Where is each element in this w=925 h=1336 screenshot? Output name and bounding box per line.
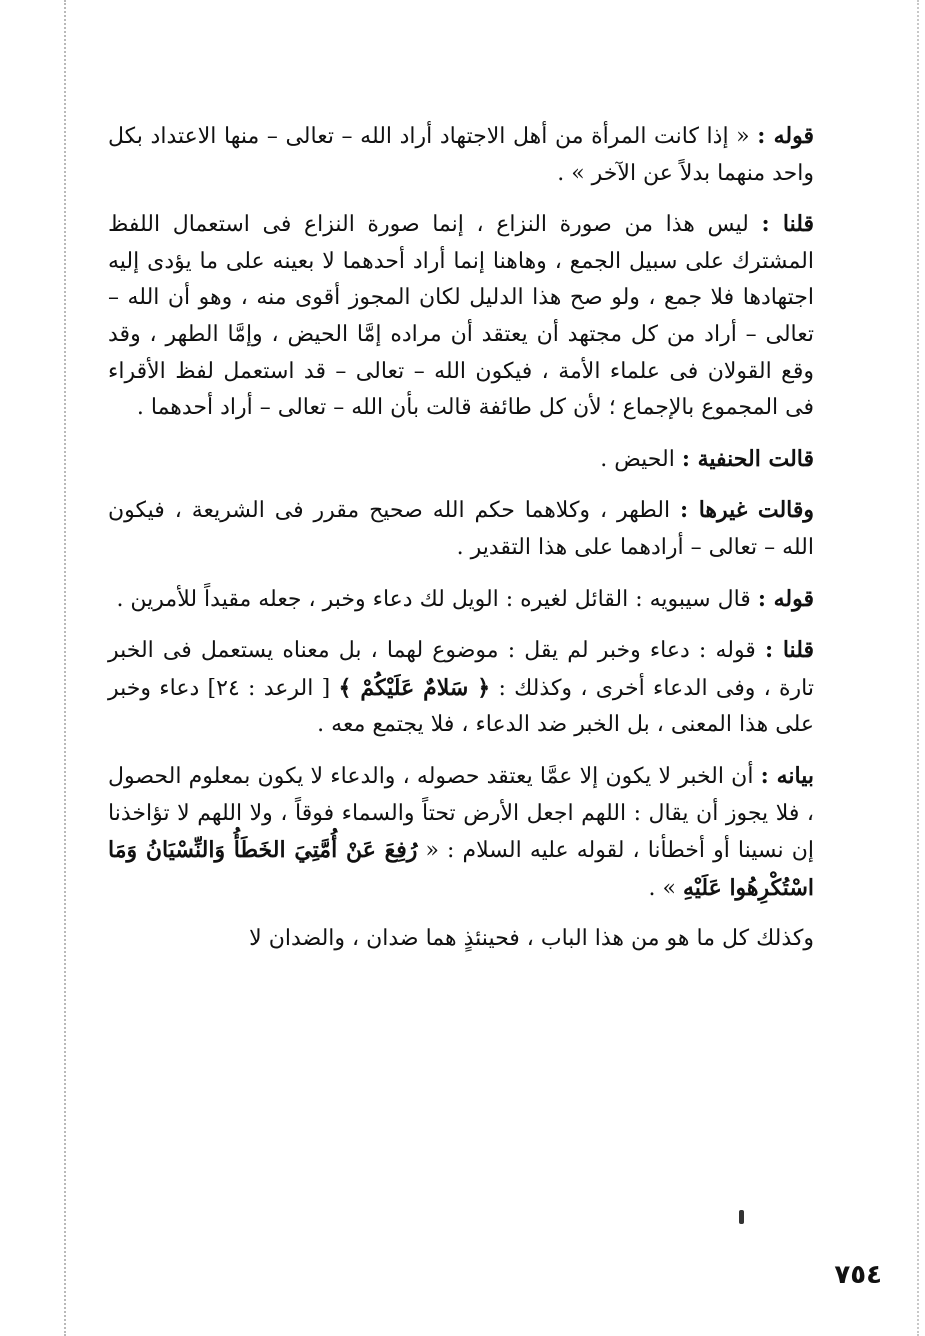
paragraph-1 bbox=[108, 118, 814, 192]
paragraph-text: الطهر ، وكلاهما حكم الله صحيح مقرر فى الشريعة ، فيكون الله – تعالى – أرادهما على هذا التقدير . bbox=[108, 498, 814, 560]
paragraph-3 bbox=[108, 441, 814, 479]
page-body bbox=[108, 118, 814, 972]
paragraph-text: ليس هذا من صورة النزاع ، إنما صورة النزاع فى استعمال اللفظ المشترك على سبيل الجمع ، وهاهنا إنما أراد أحدهما لا بعينه على ما يؤدى إليه اجتهادها فلا جمع ، ولو صح هذا الدليل لكان المجوز أقوى منه ، وهو أن الله – تعالى – أراد من كل مجتهد أن يعتقد أن مراده إمَّا الحيض ، وإمَّا الطهر ، وقد وقع القولان فى علماء الأمة ، فيكون الله – تعالى – قد استعمل لفظ الأقراء فى المجموع بالإجماع ؛ لأن كل طائفة قالت بأن الله – تعالى – أراد أحدهما . bbox=[108, 212, 814, 421]
ink-speck bbox=[739, 1210, 744, 1224]
paragraph-lead: قوله : bbox=[757, 123, 814, 149]
paragraph-lead: بيانه : bbox=[760, 762, 814, 789]
paragraph-text: » . bbox=[648, 875, 676, 901]
paragraph-lead: قلنا : bbox=[761, 211, 815, 238]
paragraph-text: [ الرعد : ٢٤] دعاء وخبر على هذا المعنى ، بل الخبر ضد الدعاء ، فلا يجتمع معه . bbox=[108, 675, 814, 738]
paragraph-lead: قالت الحنفية : bbox=[681, 445, 814, 472]
paragraph-lead: وقالت غيرها : bbox=[680, 497, 814, 524]
page-number: ٧٥٤ bbox=[834, 1260, 882, 1290]
paragraph-text: « إذا كانت المرأة من أهل الاجتهاد أراد الله – تعالى – منها الاعتداد بكل واحد منهما بدلاً عن الآخر » . bbox=[108, 124, 814, 186]
hadith-quote: رُفِعَ عَنْ أُمَّتِيَ الخَطَأُ وَالنِّسْيَانُ وَمَا اسْتُكْرِهُوا عَلَيْهِ bbox=[108, 837, 814, 901]
paragraph-6 bbox=[108, 632, 814, 744]
paragraph-text: أن الخبر لا يكون إلا عمَّا يعتقد حصوله ، والدعاء لا يكون بمعلوم الحصول ، فلا يجوز أن يقال : اللهم اجعل الأرض تحتاً والسماء فوقاً ، ولا اللهم لا تؤاخذنا إن نسينا أو أخطأنا ، لقوله عليه السلام : « bbox=[108, 763, 814, 864]
paragraph-text: قال سيبويه : القائل لغيره : الويل لك دعاء وخبر ، جعله مقيداً للأمرين . bbox=[116, 586, 751, 612]
paragraph-text: الحيض . bbox=[600, 446, 675, 472]
paragraph-text: قوله : دعاء وخبر لم يقل : موضوع لهما ، بل معناه يستعمل فى الخبر تارة ، وفى الدعاء أخرى ، وكذلك : bbox=[108, 638, 814, 701]
paragraph-lead: قوله : bbox=[757, 585, 814, 612]
paragraph-2 bbox=[108, 206, 814, 427]
paragraph-8 bbox=[108, 921, 814, 958]
paragraph-4 bbox=[108, 492, 814, 566]
paragraph-lead: قلنا : bbox=[764, 637, 814, 664]
paragraph-5 bbox=[108, 581, 814, 619]
paragraph-text: وكذلك كل ما هو من هذا الباب ، فحينئذٍ هما ضدان ، والضدان لا bbox=[249, 926, 814, 952]
paragraph-7 bbox=[108, 758, 814, 907]
page-right-edge-dots bbox=[917, 0, 919, 1336]
page-left-edge-dots bbox=[64, 0, 66, 1336]
quran-quote: ﴿ سَلامٌ عَلَيْكُمْ ﴾ bbox=[338, 674, 491, 701]
